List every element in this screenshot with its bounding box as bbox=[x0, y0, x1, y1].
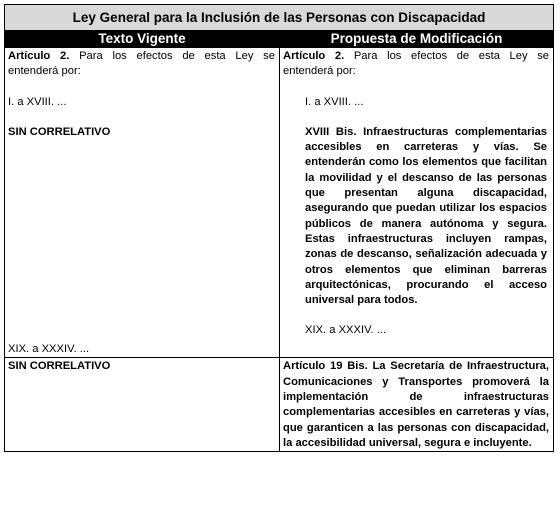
comparison-table bbox=[4, 4, 554, 452]
row2-right-cell bbox=[280, 358, 554, 452]
article-2-intro-proposed bbox=[283, 49, 549, 80]
header-propuesta: Propuesta de Modificación bbox=[280, 31, 554, 48]
row2-left-cell bbox=[5, 358, 280, 452]
sin-correlativo-label: SIN CORRELATIVO bbox=[8, 360, 111, 373]
row1-right-cell bbox=[280, 48, 554, 358]
range-xix-xxxiv-proposed: XIX. a XXXIV. ... bbox=[305, 324, 387, 337]
article-text: Para los efectos de esta Ley se entenderá por: bbox=[8, 50, 275, 78]
article-label: Artículo 2. bbox=[283, 50, 345, 62]
article-label: Artículo 2. bbox=[8, 50, 70, 62]
comparison-table-wrapper bbox=[4, 4, 553, 452]
article-19-bis: Artículo 19 Bis. La Secretaría de Infraestructura, Comunicaciones y Transportes promoverá la implementación de infraestructuras complementarias accesibles en carreteras y vías, que garanticen a las personas con discapacidad, la accesibilidad universal, segura e incluyente. bbox=[283, 360, 550, 449]
header-texto-vigente: Texto Vigente bbox=[5, 31, 280, 48]
article-2-intro bbox=[8, 49, 275, 80]
range-i-xviii-proposed: I. a XVIII. ... bbox=[305, 95, 364, 108]
range-xix-xxxiv: XIX. a XXXIV. ... bbox=[8, 343, 90, 356]
table-title: Ley General para la Inclusión de las Personas con Discapacidad bbox=[5, 5, 554, 31]
table-row bbox=[5, 358, 554, 452]
sin-correlativo-label: SIN CORRELATIVO bbox=[8, 125, 111, 138]
row1-left-cell bbox=[5, 48, 280, 358]
table-row bbox=[5, 48, 554, 358]
range-i-xviii: I. a XVIII. ... bbox=[8, 95, 67, 108]
fraction-xviii-bis: XVIII Bis. Infraestructuras complementarias accesibles en carreteras y vías. Se entenderán como los elementos que facilitan la movilidad y el descanso de las personas que presentan alguna discapacidad, asegurando que puedan utilizar los espacios públicos de manera autónoma y segura. Estas infraestructuras incluyen rampas, zonas de descanso, señalización adecuada y otros elementos que eliminan barreras arquitectónicas, procurando el acceso universal para todos. bbox=[305, 125, 548, 307]
article-text: Para los efectos de esta Ley se entenderá por: bbox=[283, 50, 550, 78]
